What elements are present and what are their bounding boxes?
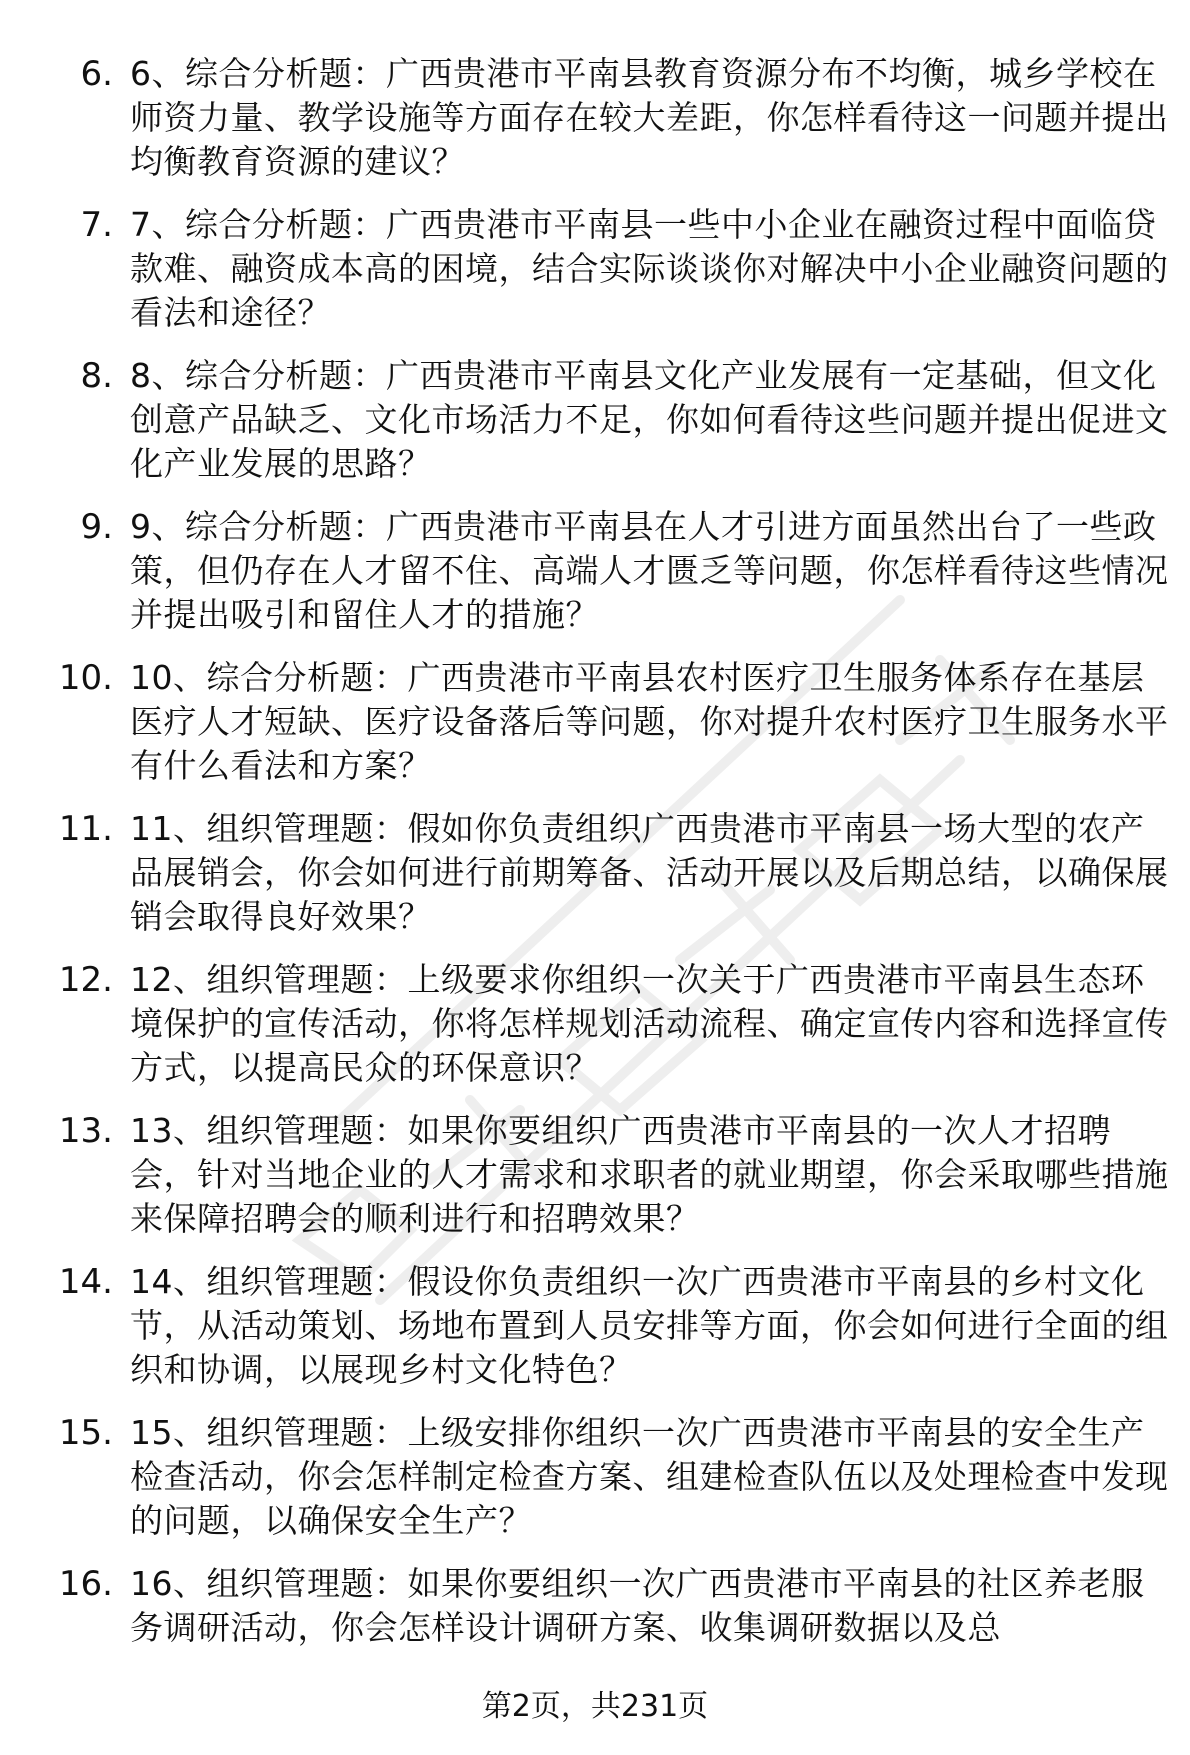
question-number: 11. <box>58 809 113 849</box>
question-number: 7. <box>80 205 113 245</box>
question-number: 14. <box>58 1262 113 1302</box>
question-list <box>0 52 1190 1669</box>
question-item <box>0 1260 1190 1392</box>
question-item <box>0 958 1190 1090</box>
question-text: 16、组织管理题：如果你要组织一次广西贵港市平南县的社区养老服务调研活动，你会怎样设计调研方案、收集调研数据以及总 <box>130 1564 1145 1647</box>
question-text: 9、综合分析题：广西贵港市平南县在人才引进方面虽然出台了一些政策，但仍存在人才留不住、高端人才匮乏等问题，你怎样看待这些情况并提出吸引和留住人才的措施？ <box>130 507 1169 634</box>
question-number: 16. <box>58 1564 113 1604</box>
question-number: 9. <box>80 507 113 547</box>
question-text: 8、综合分析题：广西贵港市平南县文化产业发展有一定基础，但文化创意产品缺乏、文化市场活力不足，你如何看待这些问题并提出促进文化产业发展的思路？ <box>130 356 1169 483</box>
question-text: 7、综合分析题：广西贵港市平南县一些中小企业在融资过程中面临贷款难、融资成本高的困境，结合实际谈谈你对解决中小企业融资问题的看法和途径？ <box>130 205 1169 332</box>
question-number: 15. <box>58 1413 113 1453</box>
question-text: 11、组织管理题：假如你负责组织广西贵港市平南县一场大型的农产品展销会，你会如何进行前期筹备、活动开展以及后期总结，以确保展销会取得良好效果？ <box>130 809 1169 936</box>
question-item <box>0 354 1190 486</box>
question-number: 8. <box>80 356 113 396</box>
question-text: 10、综合分析题：广西贵港市平南县农村医疗卫生服务体系存在基层医疗人才短缺、医疗设备落后等问题，你对提升农村医疗卫生服务水平有什么看法和方案？ <box>130 658 1169 785</box>
question-number: 10. <box>58 658 113 698</box>
question-text: 13、组织管理题：如果你要组织广西贵港市平南县的一次人才招聘会，针对当地企业的人才需求和求职者的就业期望，你会采取哪些措施来保障招聘会的顺利进行和招聘效果？ <box>130 1111 1169 1238</box>
question-item <box>0 656 1190 788</box>
question-item <box>0 1109 1190 1241</box>
question-number: 6. <box>80 54 113 94</box>
question-item <box>0 505 1190 637</box>
question-text: 6、综合分析题：广西贵港市平南县教育资源分布不均衡，城乡学校在师资力量、教学设施等方面存在较大差距，你怎样看待这一问题并提出均衡教育资源的建议？ <box>130 54 1169 181</box>
question-item <box>0 1562 1190 1650</box>
question-item <box>0 52 1190 184</box>
question-text: 14、组织管理题：假设你负责组织一次广西贵港市平南县的乡村文化节，从活动策划、场地布置到人员安排等方面，你会如何进行全面的组织和协调，以展现乡村文化特色？ <box>130 1262 1169 1389</box>
question-item <box>0 1411 1190 1543</box>
question-text: 12、组织管理题：上级要求你组织一次关于广西贵港市平南县生态环境保护的宣传活动，你将怎样规划活动流程、确定宣传内容和选择宣传方式，以提高民众的环保意识？ <box>130 960 1169 1087</box>
question-number: 13. <box>58 1111 113 1151</box>
question-item <box>0 807 1190 939</box>
question-number: 12. <box>58 960 113 1000</box>
question-text: 15、组织管理题：上级安排你组织一次广西贵港市平南县的安全生产检查活动，你会怎样制定检查方案、组建检查队伍以及处理检查中发现的问题，以确保安全生产？ <box>130 1413 1169 1540</box>
page-footer: 第2页，共231页 <box>481 1689 709 1724</box>
question-item <box>0 203 1190 335</box>
